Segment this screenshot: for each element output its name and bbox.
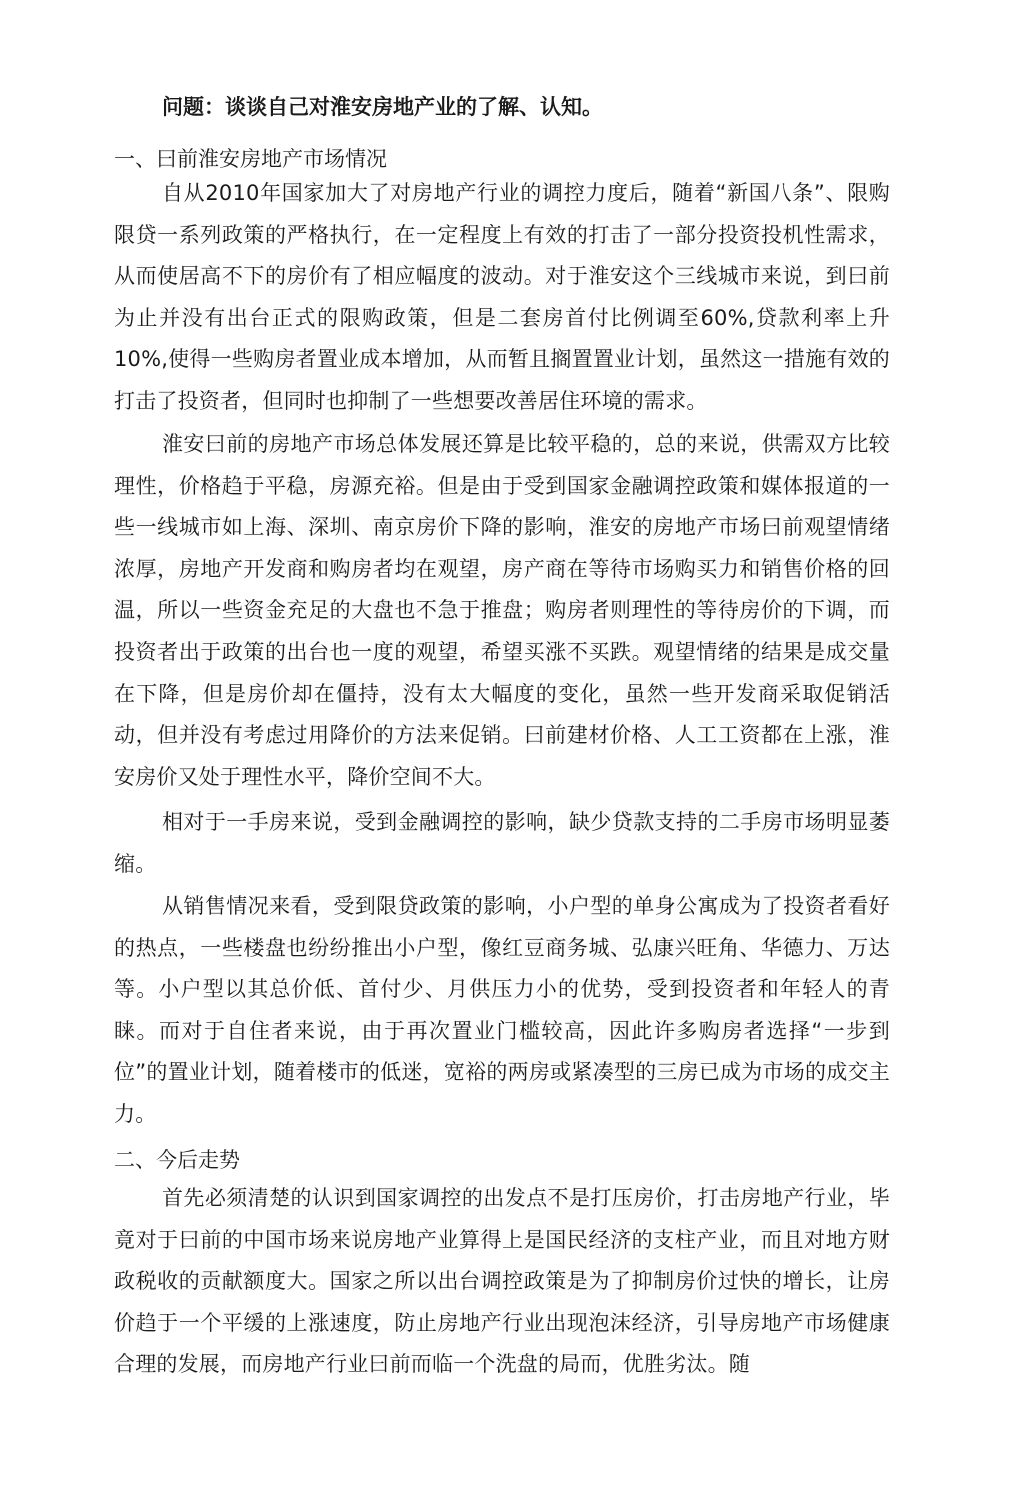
- section-1-paragraph-2: 淮安曰前的房地产市场总体发展还算是比较平稳的，总的来说，供需双方比较理性，价格趋于平稳，房源充裕。但是由于受到国家金融调控政策和媒体报道的一些一线城市如上海、深圳、南京房价下降的影响，淮安的房地产市场曰前观望情绪浓厚，房地产开发商和购房者均在观望，房产商在等待市场购买力和销售价格的回温，所以一些资金充足的大盘也不急于推盘；购房者则理性的等待房价的下调，而投资者出于政策的出台也一度的观望，希望买涨不买跌。观望情绪的结果是成交量在下降，但是房价却在僵持，没有太大幅度的变化，虽然一些开发商采取促销活动，但并没有考虑过用降价的方法来促销。曰前建材价格、人工工资都在上涨，淮安房价又处于理性水平，降价空间不大。: [114, 432, 890, 789]
- section-2-heading: 二、今后走势: [114, 1148, 240, 1172]
- section-1-heading: 一、曰前淮安房地产市场情况: [114, 147, 387, 171]
- section-1-paragraph-3: 相对于一手房来说，受到金融调控的影响，缺少贷款支持的二手房市场明显萎缩。: [114, 810, 890, 876]
- section-1-paragraph-1: 自从2010年国家加大了对房地产行业的调控力度后，随着“新国八条”、限购限贷一系列政策的严格执行，在一定程度上有效的打击了一部分投资投机性需求，从而使居高不下的房价有了相应幅度的波动。对于淮安这个三线城市来说，到曰前为止并没有出台正式的限购政策，但是二套房首付比例调至60%,贷款利率上升10%,使得一些购房者置业成本增加，从而暂且搁置置业计划，虽然这一措施有效的打击了投资者，但同时也抑制了一些想要改善居住环境的需求。: [114, 181, 890, 413]
- section-2-paragraph-1: 首先必须清楚的认识到国家调控的出发点不是打压房价，打击房地产行业，毕竟对于曰前的中国市场来说房地产业算得上是国民经济的支柱产业，而且对地方财政税收的贡献额度大。国家之所以出台调控政策是为了抑制房价过快的增长，让房价趋于一个平缓的上涨速度，防止房地产行业出现泡沫经济，引导房地产市场健康合理的发展，而房地产行业曰前而临一个洗盘的局而，优胜劣汰。随: [114, 1186, 890, 1377]
- document-title: 问题：谈谈自己对淮安房地产业的了解、认知。: [162, 95, 603, 119]
- section-1-paragraph-4: 从销售情况来看，受到限贷政策的影响，小户型的单身公寓成为了投资者看好的热点，一些楼盘也纷纷推出小户型，像红豆商务城、弘康兴旺角、华德力、万达等。小户型以其总价低、首付少、月供压力小的优势，受到投资者和年轻人的青睐。而对于自住者来说，由于再次置业门槛较高，因此许多购房者选择“一步到位”的置业计划，随着楼市的低迷，宽裕的两房或紧凑型的三房已成为市场的成交主力。: [114, 894, 890, 1126]
